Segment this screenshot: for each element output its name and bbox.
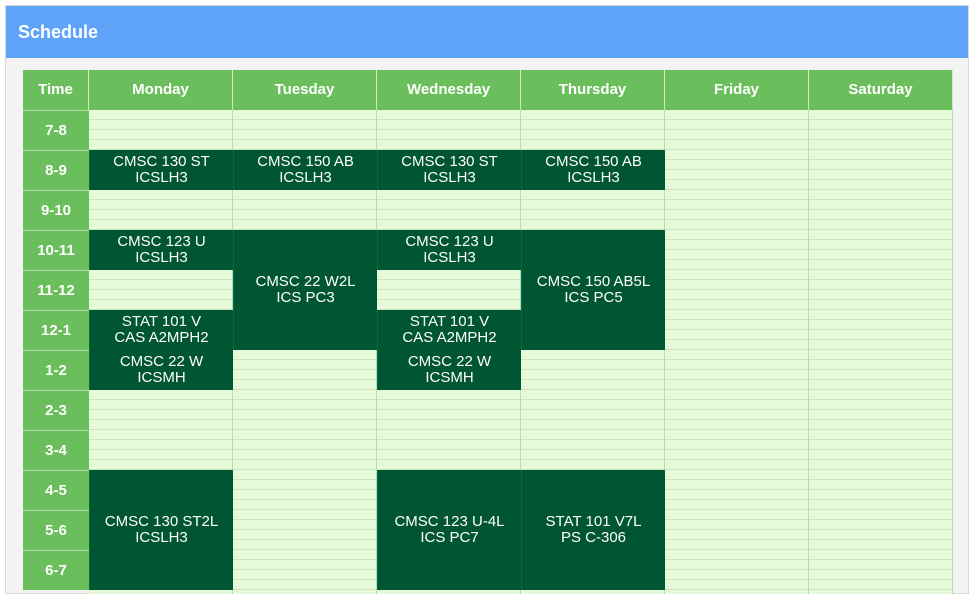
- header-time: Time: [23, 70, 89, 110]
- class-block[interactable]: [89, 150, 233, 190]
- course-room: ICSLH3: [135, 169, 188, 186]
- time-slot-label: 4-5: [23, 470, 89, 510]
- time-slot-label: 12-1: [23, 310, 89, 350]
- course-code: CMSC 130 ST: [113, 153, 210, 170]
- course-room: ICSLH3: [279, 169, 332, 186]
- header-thursday: Thursday: [521, 70, 665, 110]
- course-code: CMSC 123 U-4L: [394, 513, 505, 530]
- class-block[interactable]: [377, 230, 521, 270]
- schedule-panel: [5, 5, 969, 594]
- course-room: ICSMH: [137, 369, 186, 386]
- course-code: STAT 101 V: [121, 313, 202, 330]
- course-code: CMSC 130 ST2L: [104, 513, 219, 530]
- course-code: CMSC 150 AB: [545, 153, 642, 170]
- class-block[interactable]: [89, 470, 233, 590]
- course-code: CMSC 150 AB5L: [536, 273, 651, 290]
- course-room: ICSLH3: [567, 169, 620, 186]
- time-slot-label: 3-4: [23, 430, 89, 470]
- course-code: CMSC 22 W2L: [255, 273, 356, 290]
- course-room: ICSLH3: [135, 529, 188, 546]
- class-block[interactable]: [521, 470, 665, 590]
- header-tuesday: Tuesday: [233, 70, 377, 110]
- course-room: CAS A2MPH2: [114, 329, 209, 346]
- header-saturday: Saturday: [809, 70, 953, 110]
- time-slot-label: 11-12: [23, 270, 89, 310]
- course-room: PS C-306: [560, 529, 627, 546]
- course-room: ICSLH3: [423, 169, 476, 186]
- course-code: CMSC 150 AB: [257, 153, 354, 170]
- class-block[interactable]: [377, 310, 521, 350]
- class-block[interactable]: [377, 470, 521, 590]
- time-slot-label: 9-10: [23, 190, 89, 230]
- course-code: CMSC 22 W: [407, 353, 492, 370]
- course-room: ICS PC7: [420, 529, 479, 546]
- time-slot-label: 1-2: [23, 350, 89, 390]
- day-column-friday[interactable]: [665, 110, 809, 594]
- day-column-saturday[interactable]: [809, 110, 953, 594]
- course-room: ICS PC5: [564, 289, 623, 306]
- class-block[interactable]: [233, 230, 377, 350]
- course-code: CMSC 130 ST: [401, 153, 498, 170]
- time-slot-label: 6-7: [23, 550, 89, 590]
- class-block[interactable]: [89, 350, 233, 390]
- schedule-grid: [23, 70, 954, 594]
- class-block[interactable]: [89, 310, 233, 350]
- course-room: CAS A2MPH2: [402, 329, 497, 346]
- time-slot-label: 10-11: [23, 230, 89, 270]
- course-code: STAT 101 V: [409, 313, 490, 330]
- course-room: ICSMH: [425, 369, 474, 386]
- course-code: STAT 101 V7L: [545, 513, 642, 530]
- course-code: CMSC 22 W: [119, 353, 204, 370]
- class-block[interactable]: [89, 230, 233, 270]
- course-room: ICS PC3: [276, 289, 335, 306]
- class-block[interactable]: [233, 150, 377, 190]
- time-slot-label: 7-8: [23, 110, 89, 150]
- time-slot-label: 5-6: [23, 510, 89, 550]
- course-code: CMSC 123 U: [405, 233, 494, 250]
- class-block[interactable]: [377, 350, 521, 390]
- header-wednesday: Wednesday: [377, 70, 521, 110]
- course-room: ICSLH3: [423, 249, 476, 266]
- header-friday: Friday: [665, 70, 809, 110]
- header-monday: Monday: [89, 70, 233, 110]
- time-slot-label: 2-3: [23, 390, 89, 430]
- time-slot-label: 8-9: [23, 150, 89, 190]
- course-code: CMSC 123 U: [117, 233, 206, 250]
- class-block[interactable]: [521, 230, 665, 350]
- panel-title: Schedule: [6, 6, 968, 58]
- course-room: ICSLH3: [135, 249, 188, 266]
- class-block[interactable]: [377, 150, 521, 190]
- class-block[interactable]: [521, 150, 665, 190]
